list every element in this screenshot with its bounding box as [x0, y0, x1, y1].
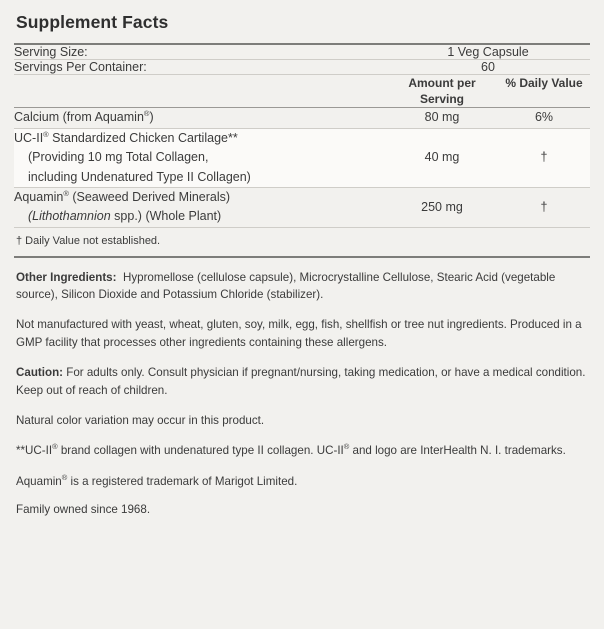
column-header-daily-value: % Daily Value [505, 76, 583, 90]
registered-mark-icon: ® [52, 442, 58, 452]
allergen-statement: Not manufactured with yeast, wheat, gluten, soy, milk, egg, fish, shellfish or tree nut ingredients. Produced in a GMP facility that processes other ingredients containing these allergens. [16, 318, 582, 349]
daily-value-footnote: † Daily Value not established. [16, 234, 161, 247]
serving-size-value: 1 Veg Capsule [447, 45, 529, 59]
ucii-name-line3: including Undenatured Type II Collagen) [28, 169, 251, 184]
column-header-blank [14, 75, 386, 107]
nutrient-name-calcium [14, 108, 386, 127]
table-row-ucii [14, 129, 590, 187]
caution-paragraph [16, 364, 588, 399]
aquamin-name-text-a: Aquamin [14, 189, 64, 204]
page-title: Supplement Facts [16, 12, 169, 32]
registered-mark-icon: ® [43, 129, 49, 139]
trademark-aquamin-b: is a registered trademark of Marigot Limited. [67, 474, 298, 488]
trademark-ucii-c: and logo are InterHealth N. I. trademarks. [349, 444, 566, 458]
registered-mark-icon: ® [343, 442, 350, 452]
ucii-name-text-a: UC-II [14, 130, 44, 145]
aquamin-amount: 250 mg [421, 199, 463, 214]
supplement-facts-table [14, 45, 590, 227]
table-row-servings-per-container [14, 60, 590, 74]
table-header-row [14, 75, 590, 107]
color-variation-text: Natural color variation may occur in this product. [16, 413, 265, 427]
registered-mark-icon: ® [143, 109, 150, 119]
trademark-ucii-a: **UC-II [16, 444, 53, 458]
nutrient-name-aquamin [14, 188, 386, 227]
calcium-name-text: Calcium (from Aquamin [14, 110, 144, 125]
table-row-aquamin [14, 188, 590, 227]
column-header-amount-line2: Serving [419, 92, 464, 107]
trademark-aquamin-a: Aquamin [16, 474, 62, 488]
aquamin-name-line2 [14, 207, 386, 226]
ucii-amount: 40 mg [424, 150, 460, 165]
table-row-calcium [14, 108, 590, 127]
calcium-daily-value: 6% [534, 110, 554, 125]
servings-per-container-label: Servings Per Container: [14, 60, 147, 74]
aquamin-line2-rest: spp.) (Whole Plant) [110, 209, 222, 224]
trademark-ucii-b: brand collagen with undenatured type II collagen. UC-II [57, 444, 344, 458]
trademark-ucii [16, 442, 588, 459]
other-ingredients-label: Other Ingredients: [16, 270, 117, 284]
calcium-name-text-end: ) [149, 110, 154, 125]
other-information-section [14, 258, 590, 491]
other-ingredients-paragraph [16, 269, 588, 304]
family-owned-text: Family owned since 1968. [16, 503, 151, 517]
column-header-amount-line1: Amount per [408, 76, 476, 90]
column-header-amount-per-serving [386, 75, 498, 107]
serving-size-label: Serving Size: [14, 45, 88, 59]
aquamin-genus: (Lithothamnion [28, 209, 111, 224]
table-row-serving-size [14, 45, 590, 59]
other-ingredients-text: Hypromellose (cellulose capsule), Microcrystalline Cellulose, Stearic Acid (vegetable source), Silicon Dioxide and Potassium Chloride (stabilizer). [16, 270, 556, 302]
ucii-name-line2: (Providing 10 mg Total Collagen, [28, 150, 209, 165]
caution-text: For adults only. Consult physician if pregnant/nursing, taking medication, or have a medical condition. Keep out of reach of children. [16, 366, 586, 397]
caution-label: Caution: [16, 366, 64, 380]
ucii-name-text-b: Standardized Chicken Cartilage** [48, 130, 238, 145]
nutrient-name-ucii [14, 129, 386, 187]
registered-mark-icon: ® [61, 472, 68, 482]
servings-per-container-value: 60 [481, 60, 495, 74]
calcium-amount: 80 mg [424, 110, 460, 125]
trademark-aquamin [16, 473, 588, 490]
aquamin-daily-value: † [540, 199, 548, 214]
registered-mark-icon: ® [63, 188, 69, 198]
aquamin-name-text-b: (Seaweed Derived Minerals) [68, 189, 231, 204]
ucii-daily-value: † [540, 150, 548, 165]
